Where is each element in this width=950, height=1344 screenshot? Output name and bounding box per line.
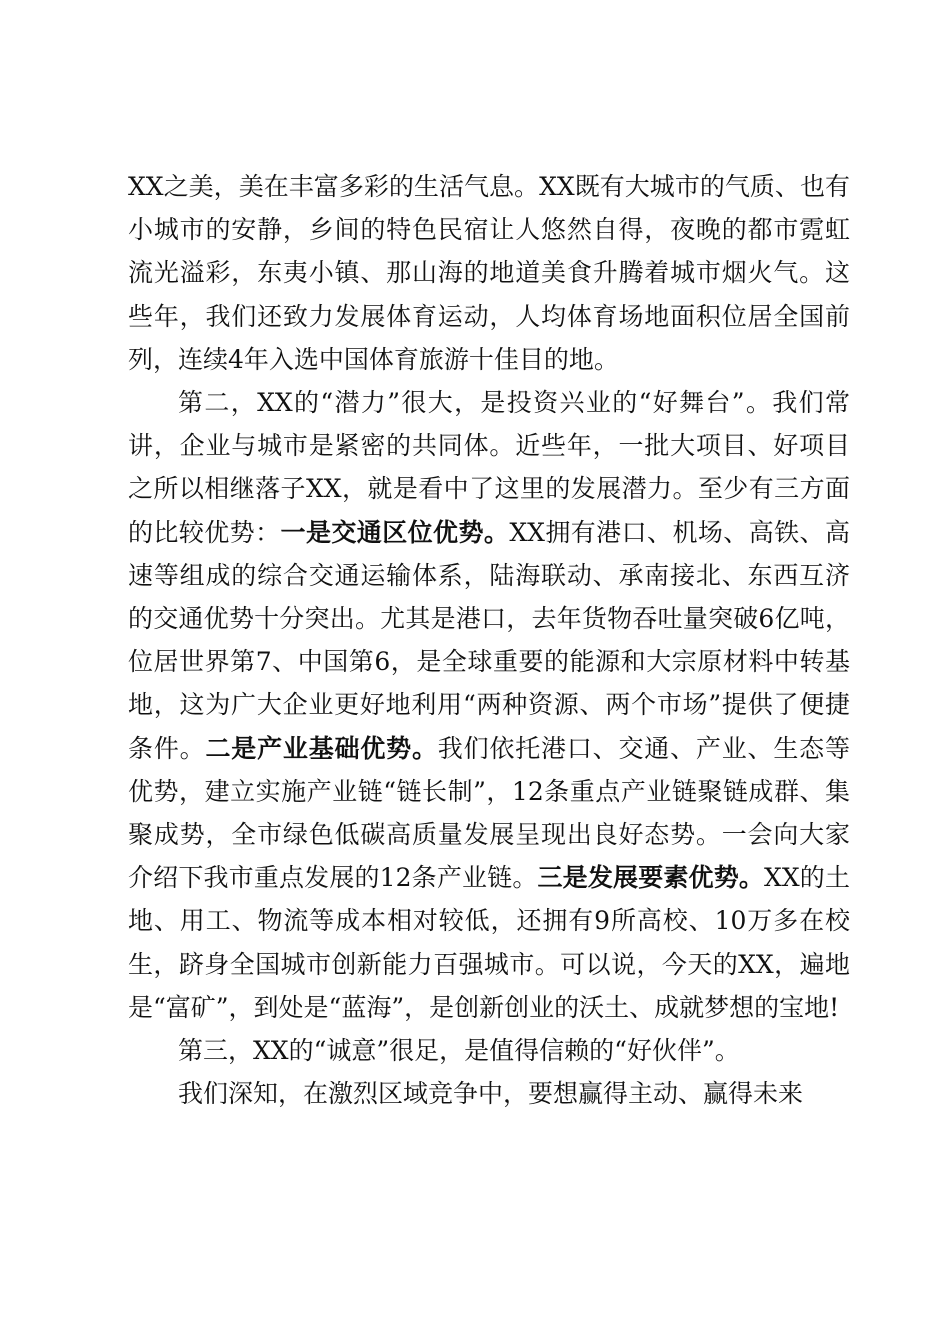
paragraph-competition — [128, 1072, 850, 1115]
paragraph-text: 我们依托港口、交通、产业、生态等优势，建立实施产业链“链长制”，12条重点产业链聚链成群、集聚成势，全市绿色低碳高质量发展呈现出良好态势。一会向大家介绍下我市重点发展的12条产业链。 — [128, 733, 850, 893]
document-page — [128, 165, 850, 1115]
paragraph-text: 第三，XX的“诚意”很足，是值得信赖的“好伙伴”。 — [178, 1036, 740, 1066]
paragraph-text: XX拥有港口、机场、高铁、高速等组成的综合交通运输体系，陆海联动、承南接北、东西互济的交通优势十分突出。尤其是港口，去年货物吞吐量突破6亿吨，位居世界第7、中国第6，是全球重要的能源和大宗原材料中转基地，这为广大企业更好地利用“两种资源、两个市场”提供了便捷条件。 — [128, 517, 850, 763]
paragraph-sincerity — [128, 1029, 850, 1072]
paragraph-text: 第二，XX的“潜力”很大，是投资兴业的“好舞台”。我们常讲，企业与城市是紧密的共同体。近些年，一批大项目、好项目之所以相继落子XX，就是看中了这里的发展潜力。至少有三方面的比较优势： — [128, 388, 850, 547]
paragraph-life-atmosphere — [128, 165, 850, 381]
bold-heading-factor-advantage: 三是发展要素优势。 — [537, 863, 765, 893]
paragraph-text: XX之美，美在丰富多彩的生活气息。XX既有大城市的气质、也有小城市的安静，乡间的特色民宿让人悠然自得，夜晚的都市霓虹流光溢彩，东夷小镇、那山海的地道美食升腾着城市烟火气。这些年，我们还致力发展体育运动，人均体育场地面积位居全国前列，连续4年入选中国体育旅游十佳目的地。 — [128, 172, 850, 374]
bold-heading-transport-advantage: 一是交通区位优势。 — [280, 517, 510, 547]
paragraph-text: XX的土地、用工、物流等成本相对较低，还拥有9所高校、10万多在校生，跻身全国城市创新能力百强城市。可以说，今天的XX，遍地是“富矿”，到处是“蓝海”，是创新创业的沃土、成就梦想的宝地! — [128, 863, 850, 1022]
paragraph-text: 我们深知，在激烈区域竞争中，要想赢得主动、赢得未来 — [178, 1079, 804, 1109]
paragraph-potential — [128, 381, 850, 1029]
bold-heading-industry-advantage: 二是产业基础优势。 — [205, 733, 438, 763]
